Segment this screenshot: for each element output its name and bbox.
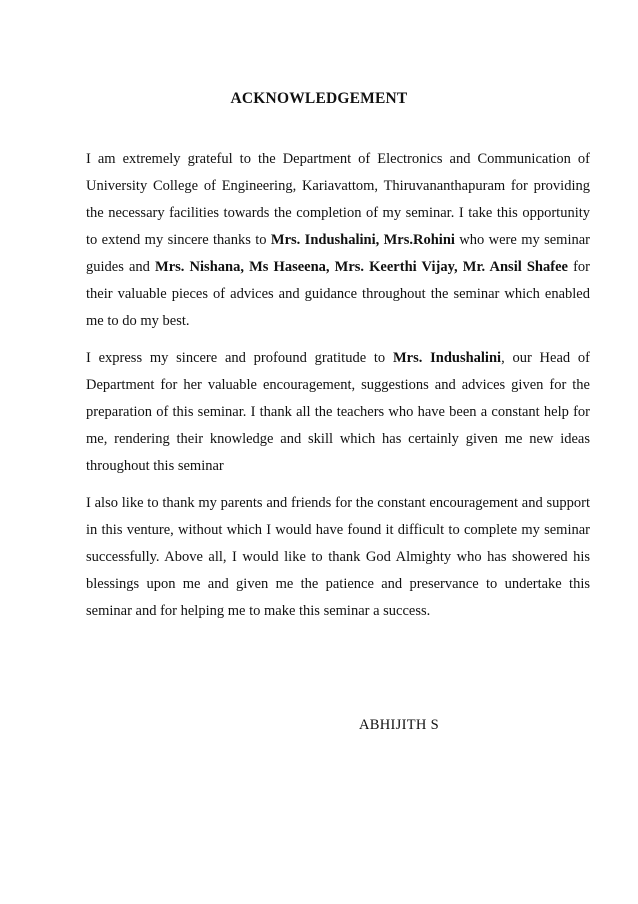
paragraph-1-text-2: who were my seminar guides and — [86, 232, 590, 275]
signature-name: ABHIJITH S — [359, 717, 439, 733]
page-title: ACKNOWLEDGEMENT — [230, 90, 408, 107]
paragraph-1 — [86, 146, 590, 335]
paragraph-2 — [86, 345, 590, 480]
helper-names: Mrs. Nishana, Ms Haseena, Mrs. Keerthi Vijay, Mr. Ansil Shafee — [155, 259, 568, 275]
guide-names: Mrs. Indushalini, Mrs.Rohini — [270, 232, 455, 248]
paragraph-1-text-1: I am extremely grateful to the Department of Electronics and Communication of University College of Engineering, Kariavattom, Thiruvananthapuram for providing the necessary facilities towards the completion of my seminar. I take this opportunity to extend my sincere thanks to — [86, 151, 590, 248]
paragraph-3 — [86, 490, 590, 625]
paragraph-2-text-1: I express my sincere and profound gratitude to — [86, 350, 393, 366]
paragraph-2-text-2: , our Head of Department for her valuable encouragement, suggestions and advices given for the preparation of this seminar. I thank all the teachers who have been a constant help for me, rendering their knowledge and skill which has certainly given me new ideas throughout this seminar — [86, 350, 590, 474]
hod-name: Mrs. Indushalini — [392, 350, 502, 366]
paragraph-3-text-1: I also like to thank my parents and friends for the constant encouragement and support in this venture, without which I would have found it difficult to complete my seminar successfully. Above all, I would like to thank God Almighty who has showered his blessings upon me and given me the patience and preservance to undertake this seminar and for helping me to make this seminar a success. — [86, 495, 590, 619]
paragraph-1-text-3: for their valuable pieces of advices and guidance throughout the seminar which enabled me to do my best. — [86, 259, 590, 329]
acknowledgement-body — [86, 146, 590, 635]
